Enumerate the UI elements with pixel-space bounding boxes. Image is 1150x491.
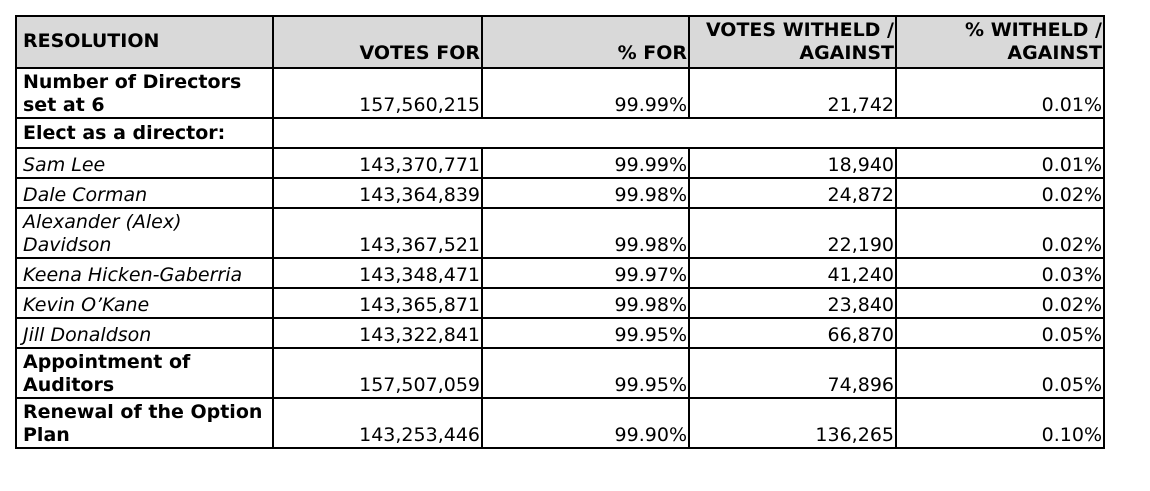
table-row — [16, 348, 1104, 398]
pct-withheld-cell: 0.02% — [896, 208, 1104, 258]
pct-for-cell: 99.97% — [482, 258, 689, 288]
voting-results-table — [15, 15, 1105, 449]
table-row — [16, 118, 1104, 148]
votes-withheld-cell: 18,940 — [689, 148, 896, 178]
votes-withheld-cell: 23,840 — [689, 288, 896, 318]
pct-for-cell: 99.99% — [482, 68, 689, 118]
section-empty-cell — [273, 118, 1104, 148]
pct-for-cell: 99.99% — [482, 148, 689, 178]
row-label: Keena Hicken-Gaberria — [16, 258, 273, 288]
row-label: Jill Donaldson — [16, 318, 273, 348]
header-votes-withheld: VOTES WITHELD / AGAINST — [689, 16, 896, 68]
pct-withheld-cell: 0.10% — [896, 398, 1104, 448]
table-row — [16, 208, 1104, 258]
header-pct-withheld: % WITHELD / AGAINST — [896, 16, 1104, 68]
header-row — [16, 16, 1104, 68]
votes-for-cell: 157,507,059 — [273, 348, 482, 398]
pct-for-cell: 99.98% — [482, 288, 689, 318]
row-label: Dale Corman — [16, 178, 273, 208]
votes-for-cell: 143,370,771 — [273, 148, 482, 178]
votes-for-cell: 143,365,871 — [273, 288, 482, 318]
votes-for-cell: 157,560,215 — [273, 68, 482, 118]
row-label: Alexander (Alex) Davidson — [16, 208, 273, 258]
votes-withheld-cell: 24,872 — [689, 178, 896, 208]
pct-withheld-cell: 0.01% — [896, 68, 1104, 118]
row-label: Renewal of the Option Plan — [16, 398, 273, 448]
row-label: Sam Lee — [16, 148, 273, 178]
votes-withheld-cell: 41,240 — [689, 258, 896, 288]
votes-withheld-cell: 66,870 — [689, 318, 896, 348]
table-row — [16, 258, 1104, 288]
table-row — [16, 318, 1104, 348]
pct-withheld-cell: 0.02% — [896, 178, 1104, 208]
votes-for-cell: 143,322,841 — [273, 318, 482, 348]
votes-withheld-cell: 136,265 — [689, 398, 896, 448]
pct-for-cell: 99.95% — [482, 318, 689, 348]
pct-withheld-cell: 0.03% — [896, 258, 1104, 288]
row-label: Elect as a director: — [16, 118, 273, 148]
votes-for-cell: 143,367,521 — [273, 208, 482, 258]
header-votes-for: VOTES FOR — [273, 16, 482, 68]
table-row — [16, 68, 1104, 118]
pct-for-cell: 99.95% — [482, 348, 689, 398]
votes-withheld-cell: 21,742 — [689, 68, 896, 118]
table-row — [16, 148, 1104, 178]
pct-for-cell: 99.98% — [482, 178, 689, 208]
votes-for-cell: 143,364,839 — [273, 178, 482, 208]
header-resolution: RESOLUTION — [16, 16, 273, 68]
pct-for-cell: 99.98% — [482, 208, 689, 258]
header-pct-for: % FOR — [482, 16, 689, 68]
votes-withheld-cell: 74,896 — [689, 348, 896, 398]
votes-for-cell: 143,253,446 — [273, 398, 482, 448]
row-label: Number of Directors set at 6 — [16, 68, 273, 118]
row-label: Kevin O’Kane — [16, 288, 273, 318]
votes-withheld-cell: 22,190 — [689, 208, 896, 258]
pct-withheld-cell: 0.05% — [896, 318, 1104, 348]
votes-for-cell: 143,348,471 — [273, 258, 482, 288]
table-row — [16, 398, 1104, 448]
pct-withheld-cell: 0.05% — [896, 348, 1104, 398]
table-row — [16, 288, 1104, 318]
pct-withheld-cell: 0.01% — [896, 148, 1104, 178]
pct-for-cell: 99.90% — [482, 398, 689, 448]
pct-withheld-cell: 0.02% — [896, 288, 1104, 318]
table-row — [16, 178, 1104, 208]
row-label: Appointment of Auditors — [16, 348, 273, 398]
